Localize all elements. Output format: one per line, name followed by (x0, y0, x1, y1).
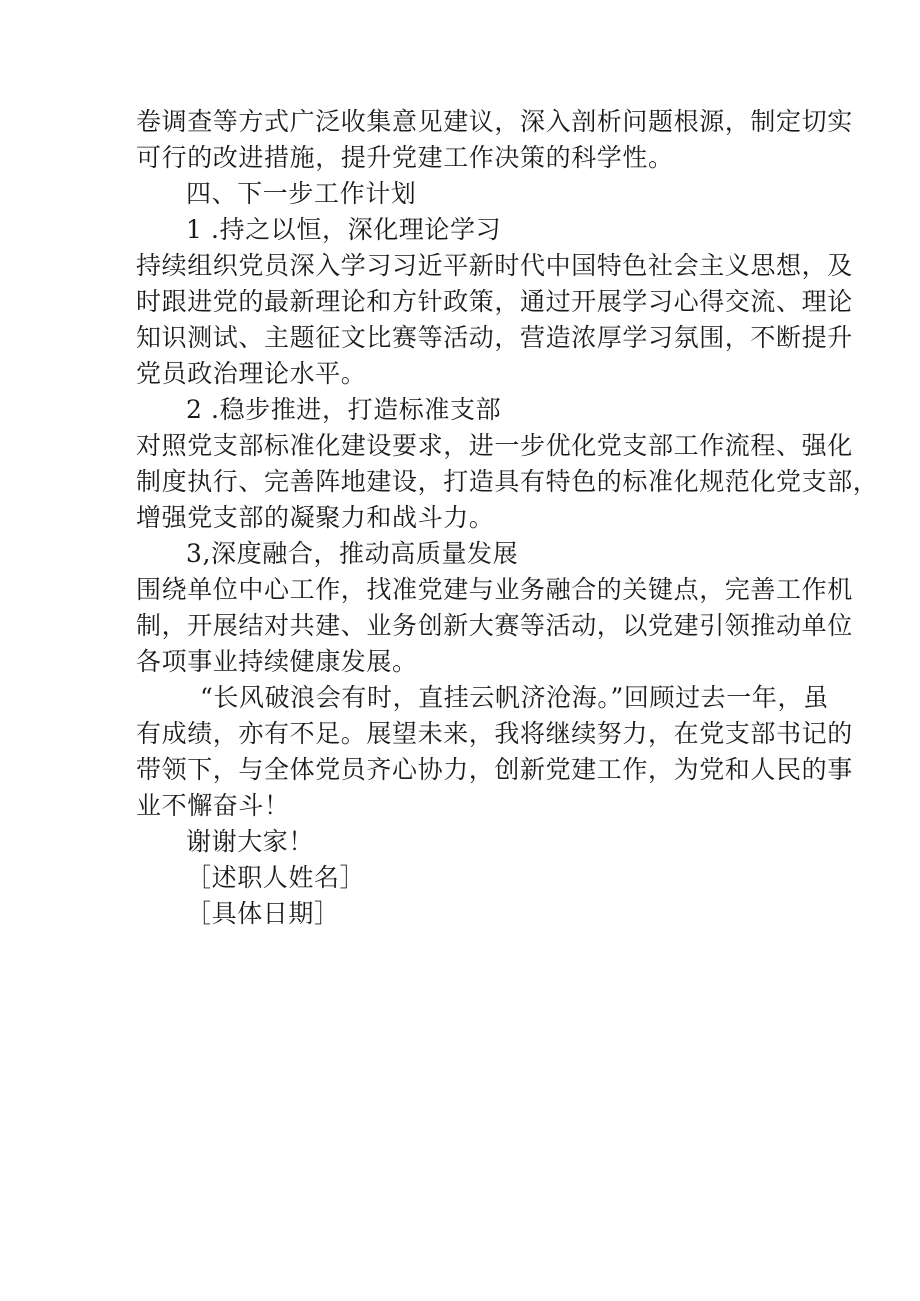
body-text-line: 带领下，与全体党员齐心协力，创新党建工作，为党和人民的事 (136, 755, 853, 784)
body-text-line: 可行的改进措施，提升党建工作决策的科学性。 (136, 143, 674, 172)
body-text-line: 各项事业持续健康发展。 (136, 647, 418, 676)
body-text-line: 增强党支部的凝聚力和战斗力。 (136, 503, 495, 532)
body-text-line: 持续组织党员深入学习习近平新时代中国特色社会主义思想，及 (136, 251, 853, 280)
body-text-line: 知识测试、主题征文比赛等活动，营造浓厚学习氛围，不断提升 (136, 323, 853, 352)
date-placeholder: ［具体日期］ (186, 899, 340, 928)
speaker-name-placeholder: ［述职人姓名］ (186, 863, 366, 892)
body-text-line: 对照党支部标准化建设要求，进一步优化党支部工作流程、强化 (136, 431, 853, 460)
body-text-line: 制度执行、完善阵地建设，打造具有特色的标准化规范化党支部， (136, 467, 879, 496)
subheading-3: 3,深度融合，推动高质量发展 (186, 539, 519, 568)
subheading-2: 2 .稳步推进，打造标准支部 (186, 395, 502, 424)
closing-quote-line: “长风破浪会有时，直挂云帆济沧海。”回顾过去一年，虽 (200, 683, 829, 712)
subheading-1: 1 .持之以恒，深化理论学习 (186, 215, 502, 244)
body-text-line: 党员政治理论水平。 (136, 359, 367, 388)
thanks-line: 谢谢大家！ (186, 827, 315, 856)
body-text-line: 制，开展结对共建、业务创新大赛等活动，以党建引领推动单位 (136, 611, 853, 640)
body-text-line: 围绕单位中心工作，找准党建与业务融合的关键点，完善工作机 (136, 575, 853, 604)
section-heading: 四、下一步工作计划 (186, 179, 417, 208)
body-text-line: 时跟进党的最新理论和方针政策，通过开展学习心得交流、理论 (136, 287, 853, 316)
body-text-line: 有成绩，亦有不足。展望未来，我将继续努力，在党支部书记的 (136, 719, 853, 748)
body-text-line: 业不懈奋斗！ (136, 791, 290, 820)
body-text-line: 卷调查等方式广泛收集意见建议，深入剖析问题根源，制定切实 (136, 107, 853, 136)
